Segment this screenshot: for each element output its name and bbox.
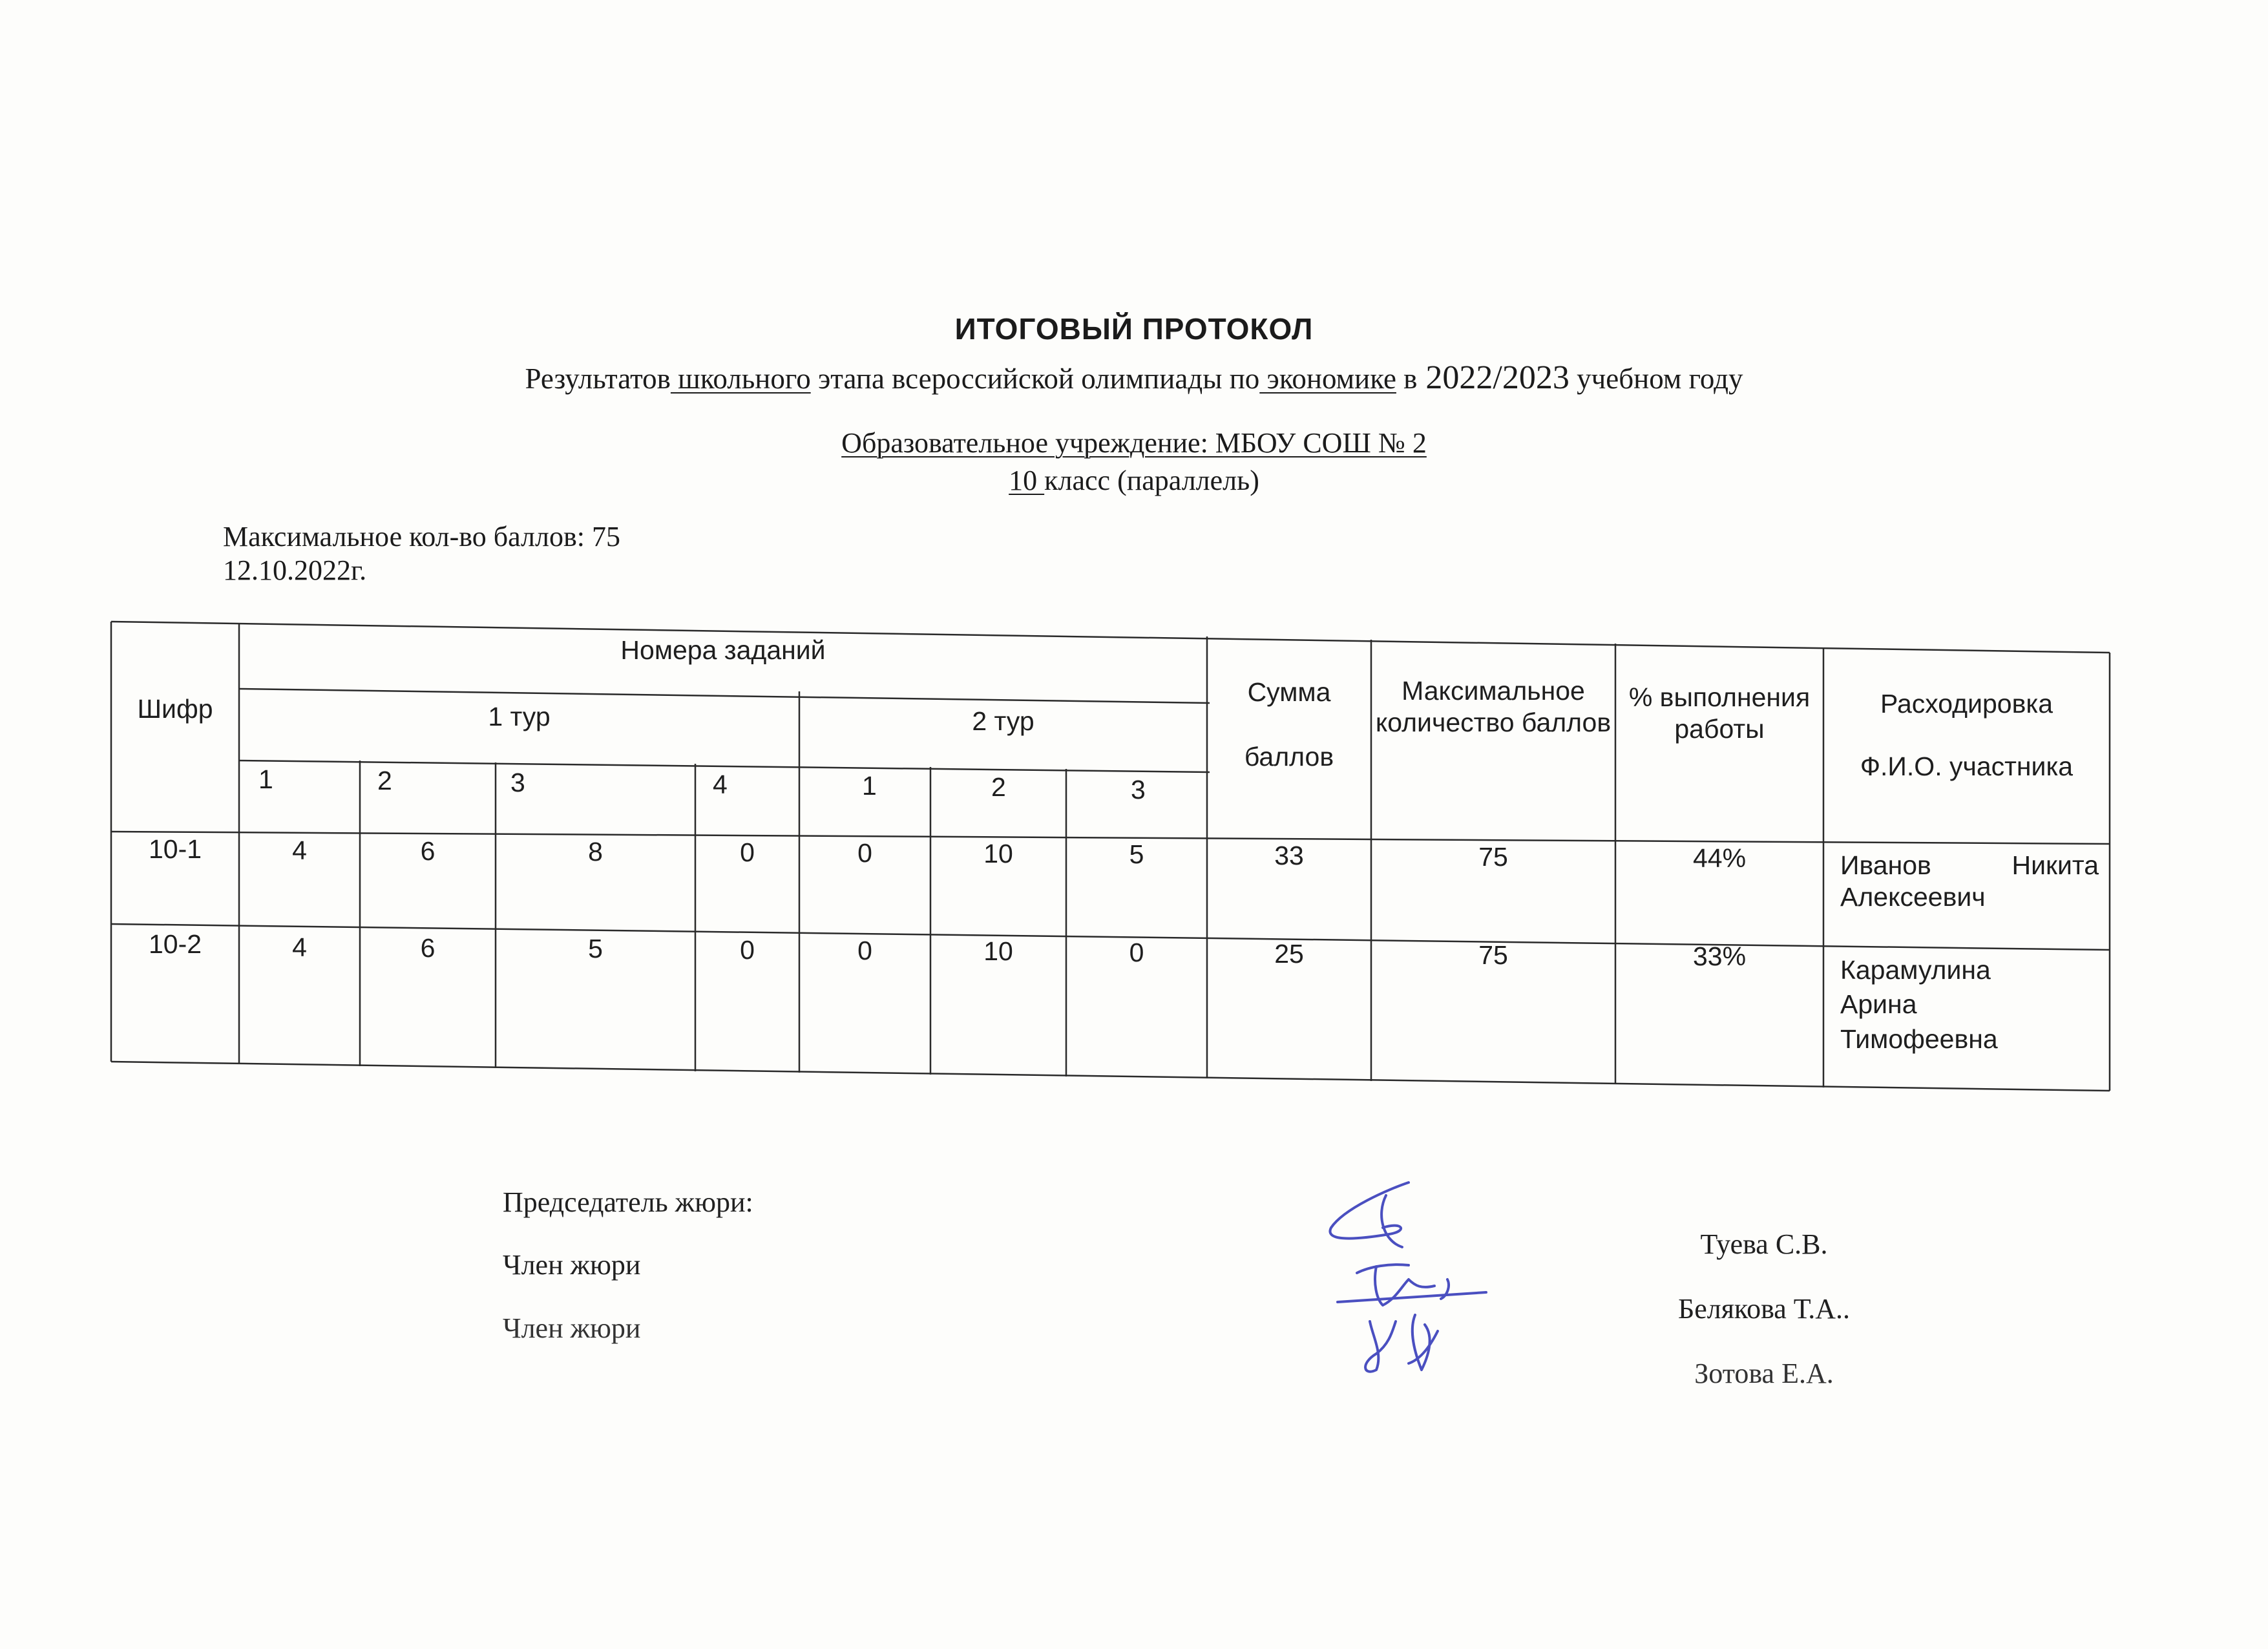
member2-name: Зотова Е.А. [1694, 1358, 1834, 1389]
sum-cell: 25 [1274, 939, 1304, 969]
percent-header: % выполнения работы [1628, 682, 1811, 744]
score-cell: 5 [1129, 839, 1144, 869]
max-cell: 75 [1478, 940, 1508, 970]
round1-header: 1 тур [488, 702, 551, 731]
academic-year: 2022/2023 [1417, 359, 1570, 396]
handwritten-signatures [1312, 1176, 1525, 1389]
task-number: 2 [377, 766, 392, 795]
max-score-line: Максимальное кол-во баллов: 75 [223, 521, 620, 552]
score-cell: 0 [857, 838, 872, 868]
chair-label: Председатель жюри: [503, 1186, 753, 1218]
sum-header-word2: баллов [1244, 742, 1334, 772]
sum-header-word1: Сумма [1247, 677, 1331, 707]
score-cell: 0 [740, 935, 755, 965]
score-cell: 10 [983, 839, 1013, 868]
score-cell: 0 [1129, 938, 1144, 967]
score-cell: 6 [420, 836, 436, 866]
member1-label: Член жюри [503, 1249, 641, 1281]
row-code: 10-2 [148, 929, 202, 959]
decode-header-word1: Расходировка [1880, 689, 2053, 719]
max-header: Максимальное количество баллов [1375, 676, 1612, 738]
task-number: 1 [258, 764, 273, 794]
school-name: Образовательное учреждение: МБОУ СОШ № 2 [841, 427, 1427, 459]
score-cell: 4 [292, 932, 307, 962]
subtitle-part2: этапа всероссийской олимпиады по [810, 362, 1260, 395]
subtitle-part4: учебном году [1569, 362, 1743, 395]
grade-line [0, 464, 2268, 497]
percent-cell: 33% [1692, 941, 1747, 971]
member1-name: Белякова Т.А.. [1677, 1293, 1851, 1325]
participant-name: Иванов Никита Алексеевич [1840, 850, 2099, 912]
document-subtitle [0, 359, 2268, 397]
task-number: 3 [510, 768, 525, 797]
round2-header: 2 тур [972, 706, 1034, 736]
max-cell: 75 [1478, 842, 1508, 872]
document-title: ИТОГОВЫЙ ПРОТОКОЛ [954, 312, 1314, 346]
tasks-header: Номера заданий [620, 635, 826, 665]
meta-block [223, 520, 620, 587]
subject-name: экономике [1259, 362, 1396, 395]
score-cell: 5 [588, 934, 603, 963]
grade-text: класс (параллель) [1044, 465, 1259, 496]
row-code: 10-1 [148, 834, 202, 864]
subtitle-part1: Результатов [525, 362, 671, 395]
member2-label: Член жюри [503, 1312, 641, 1344]
chair-name: Туева С.В. [1700, 1228, 1828, 1260]
grade-number: 10 [1009, 465, 1045, 496]
task-number: 4 [713, 770, 728, 799]
task-number: 1 [862, 771, 877, 801]
subtitle-part3: в [1396, 362, 1418, 395]
sum-cell: 33 [1274, 841, 1304, 870]
task-number: 3 [1131, 775, 1146, 804]
score-cell: 4 [292, 835, 307, 865]
score-cell: 0 [740, 837, 755, 867]
score-cell: 0 [857, 936, 872, 965]
task-number: 2 [991, 772, 1006, 802]
decode-header-word2: Ф.И.О. участника [1860, 751, 2074, 781]
score-cell: 6 [420, 933, 436, 963]
col-code-header: Шифр [137, 694, 213, 724]
participant-name: Карамулина Арина Тимофеевна [1840, 955, 1998, 1054]
stage-name: школьного [670, 362, 811, 395]
percent-cell: 44% [1692, 843, 1747, 873]
score-cell: 8 [588, 837, 603, 867]
score-cell: 10 [983, 936, 1013, 966]
school-line [0, 426, 2268, 459]
date-line: 12.10.2022г. [223, 554, 367, 586]
